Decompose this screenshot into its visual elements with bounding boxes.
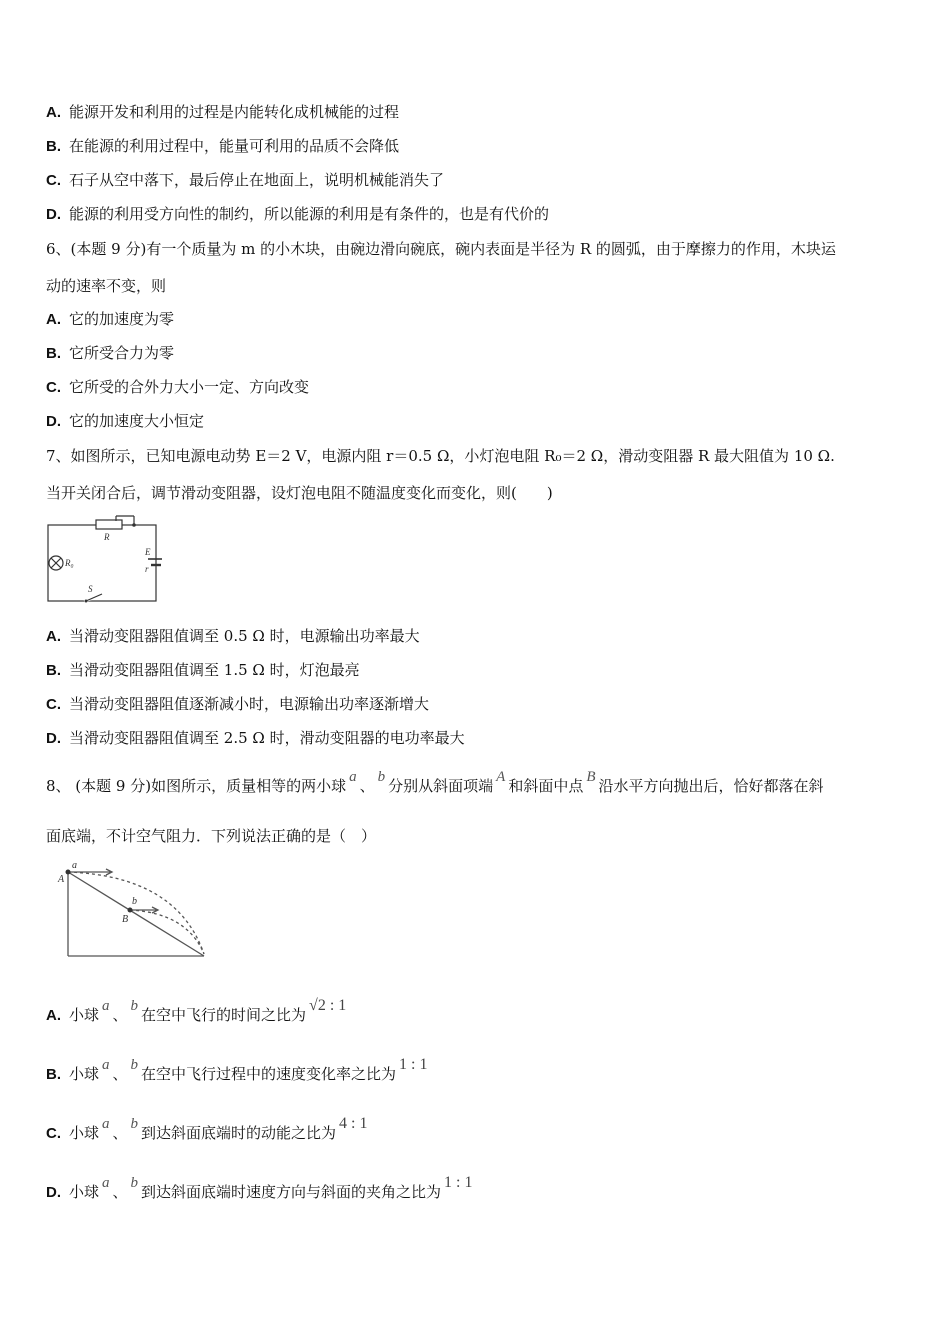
q8-stem-part2: 分别从斜面项端 bbox=[388, 777, 494, 795]
symbol-a: a bbox=[102, 1175, 110, 1191]
separator: 、 bbox=[359, 777, 375, 795]
option-label: B. bbox=[46, 345, 61, 362]
q6-stem-line1: 6、(本题 9 分)有一个质量为 m 的小木块，由碗边滑向碗底，碗内表面是半径为 R 的圆弧，由于摩擦力的作用，木块运 bbox=[46, 240, 836, 258]
separator: 、 bbox=[112, 1006, 128, 1024]
option-label: D. bbox=[46, 206, 61, 223]
label-R: R bbox=[104, 532, 110, 542]
option-label: A. bbox=[46, 104, 61, 121]
option-text: 在空中飞行过程中的速度变化率之比为 bbox=[141, 1065, 397, 1083]
label-R0: R₀ bbox=[65, 558, 74, 568]
option-label: C. bbox=[46, 379, 61, 396]
symbol-b: b bbox=[377, 769, 386, 785]
q8-stem-part1: 8、 (本题 9 分)如图所示，质量相等的两小球 bbox=[46, 777, 347, 795]
ratio-value: √2 : 1 bbox=[309, 997, 347, 1014]
ratio-value: 1 : 1 bbox=[444, 1174, 473, 1191]
q8-option-d[interactable] bbox=[46, 1174, 473, 1203]
option-text: 当滑动变阻器阻值调至 0.5 Ω 时，电源输出功率最大 bbox=[69, 627, 420, 645]
label-S: S bbox=[88, 584, 93, 594]
separator: 、 bbox=[112, 1183, 128, 1201]
option-text: 当滑动变阻器阻值调至 2.5 Ω 时，滑动变阻器的电功率最大 bbox=[69, 729, 465, 747]
q8-stem-part3: 和斜面中点 bbox=[508, 777, 584, 795]
option-text: 它的加速度为零 bbox=[69, 310, 175, 328]
option-label: D. bbox=[46, 413, 61, 430]
q8-option-c[interactable] bbox=[46, 1115, 368, 1144]
circuit-diagram bbox=[44, 515, 162, 607]
symbol-a: a bbox=[349, 769, 357, 785]
symbol-b: b bbox=[130, 998, 139, 1014]
option-text: 到达斜面底端时速度方向与斜面的夹角之比为 bbox=[141, 1183, 442, 1201]
symbol-b: b bbox=[130, 1116, 139, 1132]
q7-option-b[interactable] bbox=[46, 660, 360, 681]
option-label: C. bbox=[46, 172, 61, 189]
q7-stem-line1: 7、如图所示，已知电源电动势 E＝2 V，电源内阻 r＝0.5 Ω，小灯泡电阻 R₀＝2 Ω，滑动变阻器 R 最大阻值为 10 Ω. bbox=[46, 447, 835, 465]
option-label: B. bbox=[46, 1066, 61, 1083]
option-text: 它所受合力为零 bbox=[69, 344, 175, 362]
option-text: 它的加速度大小恒定 bbox=[69, 412, 205, 430]
q6-option-a[interactable] bbox=[46, 309, 174, 330]
incline-diagram bbox=[52, 858, 212, 962]
option-text: 在空中飞行的时间之比为 bbox=[141, 1006, 307, 1024]
switch-pivot bbox=[85, 600, 88, 603]
q7-stem-line2: 当开关闭合后，调节滑动变阻器，设灯泡电阻不随温度变化而变化，则( ) bbox=[46, 484, 553, 502]
ratio-value: 4 : 1 bbox=[339, 1115, 368, 1132]
label-r: r bbox=[145, 564, 149, 574]
symbol-b: b bbox=[130, 1175, 139, 1191]
option-text: 在能源的利用过程中，能量可利用的品质不会降低 bbox=[69, 137, 400, 155]
q8-option-a[interactable] bbox=[46, 997, 347, 1026]
q5-option-c[interactable] bbox=[46, 170, 444, 191]
option-label: D. bbox=[46, 1184, 61, 1201]
option-text: 能源开发和利用的过程是内能转化成机械能的过程 bbox=[69, 103, 400, 121]
ball-b bbox=[128, 908, 133, 913]
separator: 、 bbox=[112, 1065, 128, 1083]
label-E: E bbox=[145, 547, 151, 557]
rheostat-resistor bbox=[96, 520, 122, 529]
symbol-B: B bbox=[586, 769, 596, 785]
label-a: a bbox=[72, 860, 77, 871]
option-label: C. bbox=[46, 696, 61, 713]
symbol-a: a bbox=[102, 998, 110, 1014]
q6-stem-line2: 动的速率不变，则 bbox=[46, 277, 167, 295]
symbol-a: a bbox=[102, 1057, 110, 1073]
symbol-a: a bbox=[102, 1116, 110, 1132]
q5-option-b[interactable] bbox=[46, 136, 399, 157]
label-A: A bbox=[58, 874, 65, 885]
label-B: B bbox=[122, 914, 129, 925]
option-label: B. bbox=[46, 662, 61, 679]
option-label: B. bbox=[46, 138, 61, 155]
q7-option-a[interactable] bbox=[46, 626, 420, 647]
q8-stem-line1 bbox=[46, 769, 824, 797]
q6-option-d[interactable] bbox=[46, 411, 204, 432]
option-label: A. bbox=[46, 311, 61, 328]
q6-option-c[interactable] bbox=[46, 377, 309, 398]
q7-option-d[interactable] bbox=[46, 728, 465, 749]
option-prefix: 小球 bbox=[69, 1065, 100, 1083]
q7-option-c[interactable] bbox=[46, 694, 429, 715]
incline-slope bbox=[68, 872, 204, 956]
q8-option-b[interactable] bbox=[46, 1056, 428, 1085]
symbol-A: A bbox=[496, 769, 506, 785]
q5-option-d[interactable] bbox=[46, 204, 549, 225]
option-text: 当滑动变阻器阻值逐渐减小时，电源输出功率逐渐增大 bbox=[69, 695, 430, 713]
option-text: 当滑动变阻器阻值调至 1.5 Ω 时，灯泡最亮 bbox=[69, 661, 360, 679]
q8-stem-line2: 面底端，不计空气阻力．下列说法正确的是（ ） bbox=[46, 827, 377, 845]
q5-option-a[interactable] bbox=[46, 102, 399, 123]
q6-option-b[interactable] bbox=[46, 343, 174, 364]
label-b: b bbox=[132, 896, 137, 907]
option-text: 石子从空中落下，最后停止在地面上，说明机械能消失了 bbox=[69, 171, 445, 189]
ball-a bbox=[66, 870, 71, 875]
option-prefix: 小球 bbox=[69, 1006, 100, 1024]
option-text: 能源的利用受方向性的制约，所以能源的利用是有条件的，也是有代价的 bbox=[69, 205, 550, 223]
option-prefix: 小球 bbox=[69, 1183, 100, 1201]
symbol-b: b bbox=[130, 1057, 139, 1073]
option-text: 它所受的合外力大小一定、方向改变 bbox=[69, 378, 310, 396]
q8-stem-part4: 沿水平方向抛出后，恰好都落在斜 bbox=[598, 777, 824, 795]
option-label: A. bbox=[46, 1007, 61, 1024]
option-label: A. bbox=[46, 628, 61, 645]
option-label: D. bbox=[46, 730, 61, 747]
separator: 、 bbox=[112, 1124, 128, 1142]
option-label: C. bbox=[46, 1125, 61, 1142]
ratio-value: 1 : 1 bbox=[399, 1056, 428, 1073]
option-text: 到达斜面底端时的动能之比为 bbox=[141, 1124, 337, 1142]
option-prefix: 小球 bbox=[69, 1124, 100, 1142]
